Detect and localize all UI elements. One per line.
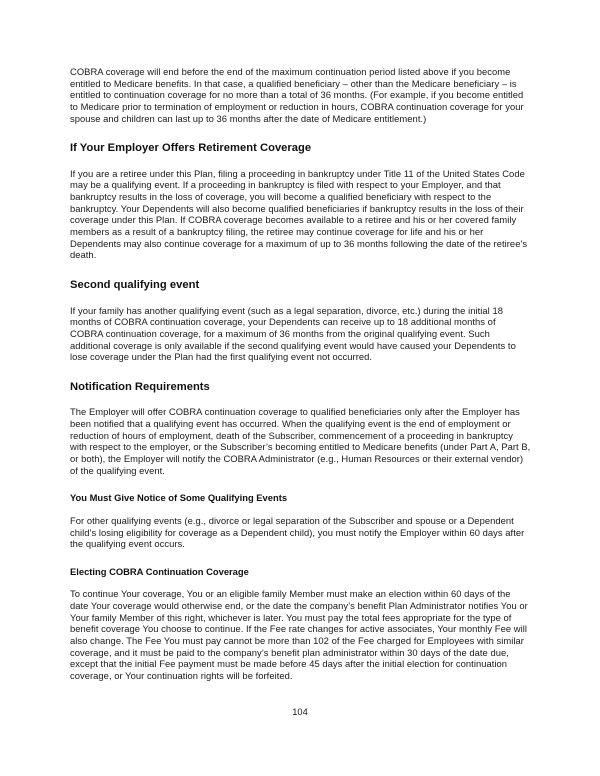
spacer <box>70 363 531 381</box>
spacer <box>70 261 531 279</box>
paragraph-employer-notification: The Employer will offer COBRA continuation coverage to qualified beneficiaries only after the Employer has been notified that a qualifying event has occurred. When the qualifying event is the end of employment or reduction of hours of employment, death of the Subscriber, commencement of a proceeding in bankruptcy with respect to the employer, or the Subscriber’s becoming entitled to Medicare benefits (under Part A, Part B, or both), the Employer will notify the COBRA Administrator (e.g., Human Resources or their external vendor) of the qualifying event. <box>70 406 531 476</box>
paragraph-second-qualifying-event: If your family has another qualifying event (such as a legal separation, divorce, etc.) during the initial 18 months of COBRA continuation coverage, your Dependents can receive up to 18 additional months of COBRA continuation coverage, for a maximum of 36 months from the original qualifying event. Such additional coverage is only available if the second qualifying event would have caused your Dependents to lose coverage under the Plan had the first qualifying event not occurred. <box>70 304 516 363</box>
heading-retirement-coverage: If Your Employer Offers Retirement Coverage <box>70 142 312 155</box>
paragraph-retiree-bankruptcy: If you are a retiree under this Plan, filing a proceeding in bankruptcy under Title 11 of the United States Code may be a qualifying event. If a proceeding in bankruptcy is filed with respect to your Employer, and that bankruptcy results in the loss of coverage, you will become a qualified beneficiary with respect to the bankruptcy. Your Dependents will also become qualified beneficiaries if bankruptcy results in the loss of their coverage under this Plan. If COBRA coverage becomes available to a retiree and his or her covered family members as a result of a bankruptcy filing, the retiree may continue coverage for life and his or her Dependents may also continue coverage for a maximum of up to 36 months following the date of the retiree’s death. <box>70 167 528 261</box>
spacer <box>70 577 531 588</box>
subheading-electing-cobra-continuation-coverage: Electing COBRA Continuation Coverage <box>70 565 249 577</box>
paragraph-medicare-entitlement: COBRA coverage will end before the end of the maximum continuation period listed above if you become entitled to Medicare benefits. In that case, a qualified beneficiary – other than the Medicare beneficiary – is entitled to continuation coverage for no more than a total of 36 months. (For example, if you become entitled to Medicare prior to termination of employment or reduction in hours, COBRA continuation coverage for your spouse and children can last up to 36 months after the date of Medicare entitlement.) <box>70 66 524 124</box>
spacer <box>70 293 531 305</box>
heading-notification-requirements: Notification Requirements <box>70 380 210 393</box>
spacer <box>70 504 531 515</box>
page-number: 104 <box>292 707 308 717</box>
subheading-you-must-give-notice: You Must Give Notice of Some Qualifying Events <box>70 492 288 504</box>
spacer <box>70 550 531 566</box>
document-body <box>70 66 531 682</box>
spacer <box>70 124 531 142</box>
spacer <box>70 476 531 492</box>
spacer <box>70 394 531 406</box>
paragraph-electing-coverage: To continue Your coverage, You or an eligible family Member must make an election within 60 days of the date Your coverage would otherwise end, or the date the company’s benefit Plan Administrator notifies You or Your family Member of this right, whichever is later. You must pay the total fees appropriate for the type of benefit coverage You choose to continue. If the Fee rate changes for active associates, Your monthly Fee will also change. The Fee You must pay cannot be more than 102 of the Fee charged for Employees with similar coverage, and it must be paid to the company’s benefit plan administrator within 30 days of the date due, except that the initial Fee payment must be made before 45 days after the initial election for continuation coverage, or Your continuation rights will be forfeited. <box>70 588 528 681</box>
spacer <box>70 156 531 168</box>
paragraph-other-qualifying-events: For other qualifying events (e.g., divorce or legal separation of the Subscriber and spouse or a Dependent child’s losing eligibility for coverage as a Dependent child), you must notify the Employer within 60 days after the qualifying event occurs. <box>70 514 525 550</box>
heading-second-qualifying-event: Second qualifying event <box>70 279 200 292</box>
